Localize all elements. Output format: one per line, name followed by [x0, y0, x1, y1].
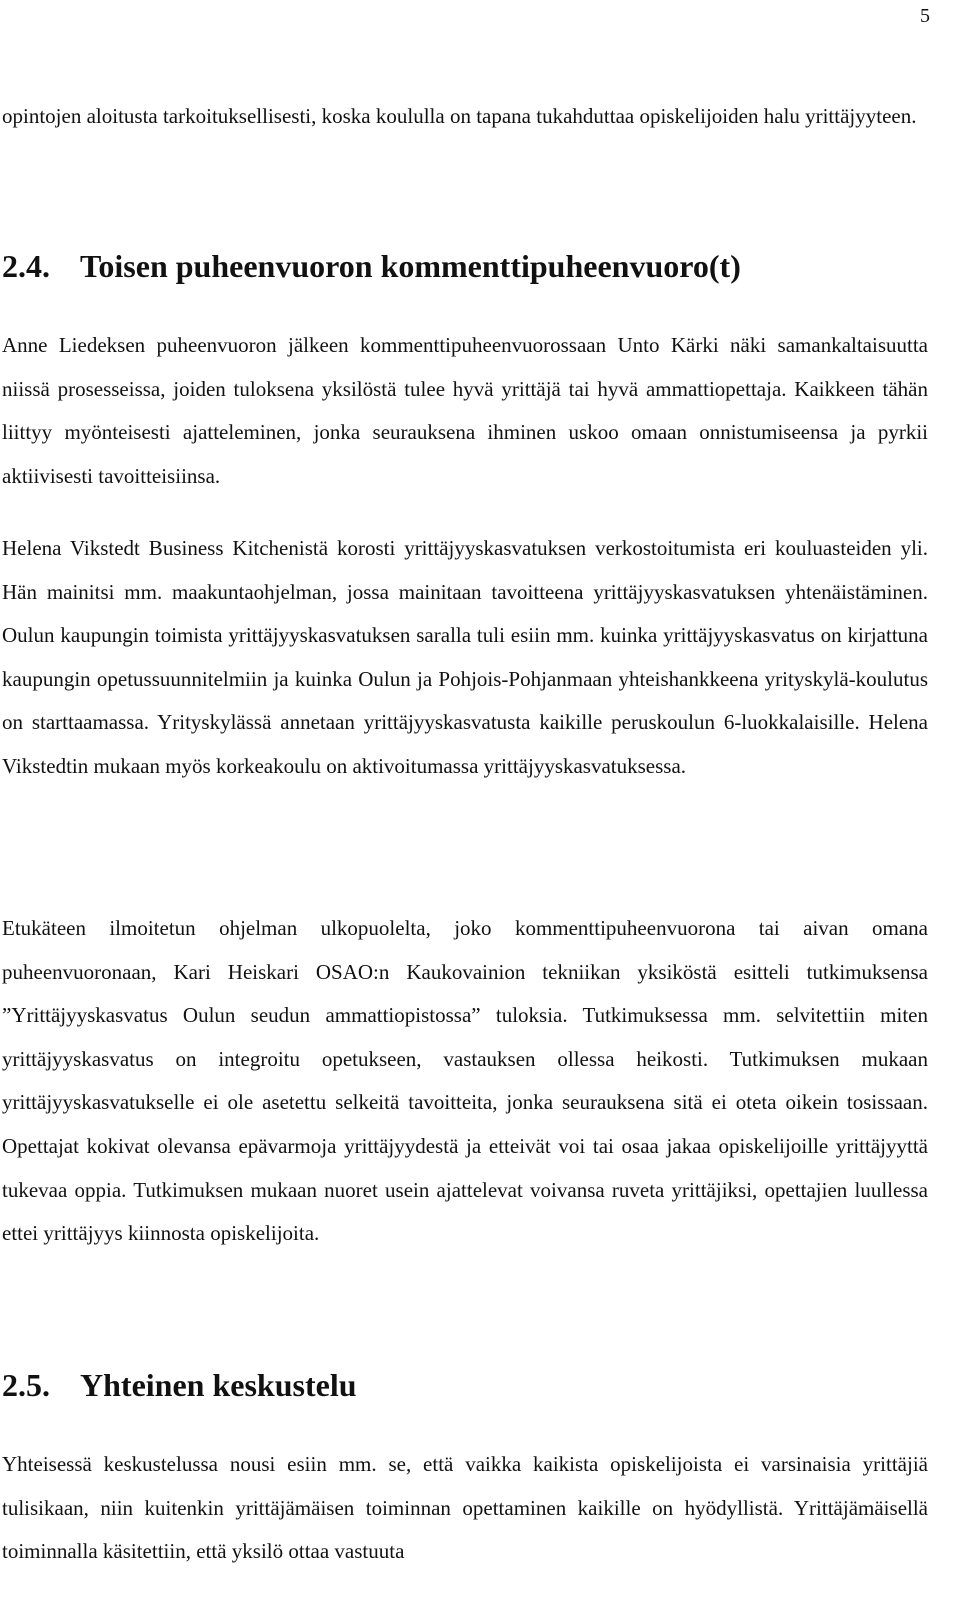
section-heading-2-4	[2, 246, 741, 286]
page-number: 5	[920, 5, 930, 27]
paragraph-kari-heiskari: Etukäteen ilmoitetun ohjelman ulkopuolelta, joko kommenttipuheenvuorona tai aivan omana puheenvuoronaan, Kari Heiskari OSAO:n Kaukovainion tekniikan yksiköstä esitteli tutkimuksensa ”Yrittäjyyskasvatus Oulun seudun ammattiopistossa” tuloksia. Tutkimuksessa mm. selvitettiin miten yrittäjyyskasvatus on integroitu opetukseen, vastauksen ollessa heikosti. Tutkimuksen mukaan yrittäjyyskasvatukselle ei ole asetettu selkeitä tavoitteita, jonka seurauksena sitä ei oteta oikein tosissaan. Opettajat kokivat olevansa epävarmoja yrittäjyydestä ja etteivät voi tai osaa jakaa opiskelijoille yrittäjyyttä tukevaa oppia. Tutkimuksen mukaan nuoret usein ajattelevat voivansa ruveta yrittäjiksi, opettajien luullessa ettei yrittäjyys kiinnosta opiskelijoita.	[2, 916, 928, 1246]
paragraph-helena-vikstedt: Helena Vikstedt Business Kitchenistä korosti yrittäjyyskasvatuksen verkostoitumista eri kouluasteiden yli. Hän mainitsi mm. maakuntaohjelman, jossa mainitaan tavoitteena yrittäjyyskasvatuksen yhtenäistäminen. Oulun kaupungin toimista yrittäjyyskasvatuksen saralla tuli esiin mm. kuinka yrittäjyyskasvatus on kirjattuna kaupungin opetussuunnitelmiin ja kuinka Oulun ja Pohjois-Pohjanmaan yhteishankkeena yrityskylä-koulutus on starttaamassa. Yrityskylässä annetaan yrittäjyyskasvatusta kaikille peruskoulun 6-luokkalaisille. Helena Vikstedtin mukaan myös korkeakoulu on aktivoitumassa yrittäjyyskasvatuksessa.	[2, 536, 928, 778]
paragraph-intro-continuation: opintojen aloitusta tarkoituksellisesti, koska koululla on tapana tukahduttaa opiskelijoiden halu yrittäjyyteen.	[2, 104, 917, 128]
section-number: 2.5.	[2, 1367, 50, 1403]
section-number: 2.4.	[2, 248, 50, 284]
section-heading-2-5	[2, 1365, 357, 1405]
section-title: Toisen puheenvuoron kommenttipuheenvuoro(t)	[80, 248, 741, 284]
section-title: Yhteinen keskustelu	[80, 1367, 357, 1403]
paragraph-yhteinen-keskustelu: Yhteisessä keskustelussa nousi esiin mm. se, että vaikka kaikista opiskelijoista ei varsinaisia yrittäjiä tulisikaan, niin kuitenkin yrittäjämäisen toiminnan opettaminen kaikille on hyödyllistä. Yrittäjämäisellä toiminnalla käsitettiin, että yksilö ottaa vastuuta	[2, 1452, 928, 1564]
paragraph-unto-karki: Anne Liedeksen puheenvuoron jälkeen kommenttipuheenvuorossaan Unto Kärki näki samankaltaisuutta niissä prosesseissa, joiden tuloksena yksilöstä tulee hyvä yrittäjä tai hyvä ammattiopettaja. Kaikkeen tähän liittyy myönteisesti ajatteleminen, jonka seurauksena ihminen uskoo omaan onnistumiseensa ja pyrkii aktiivisesti tavoitteisiinsa.	[2, 333, 928, 488]
